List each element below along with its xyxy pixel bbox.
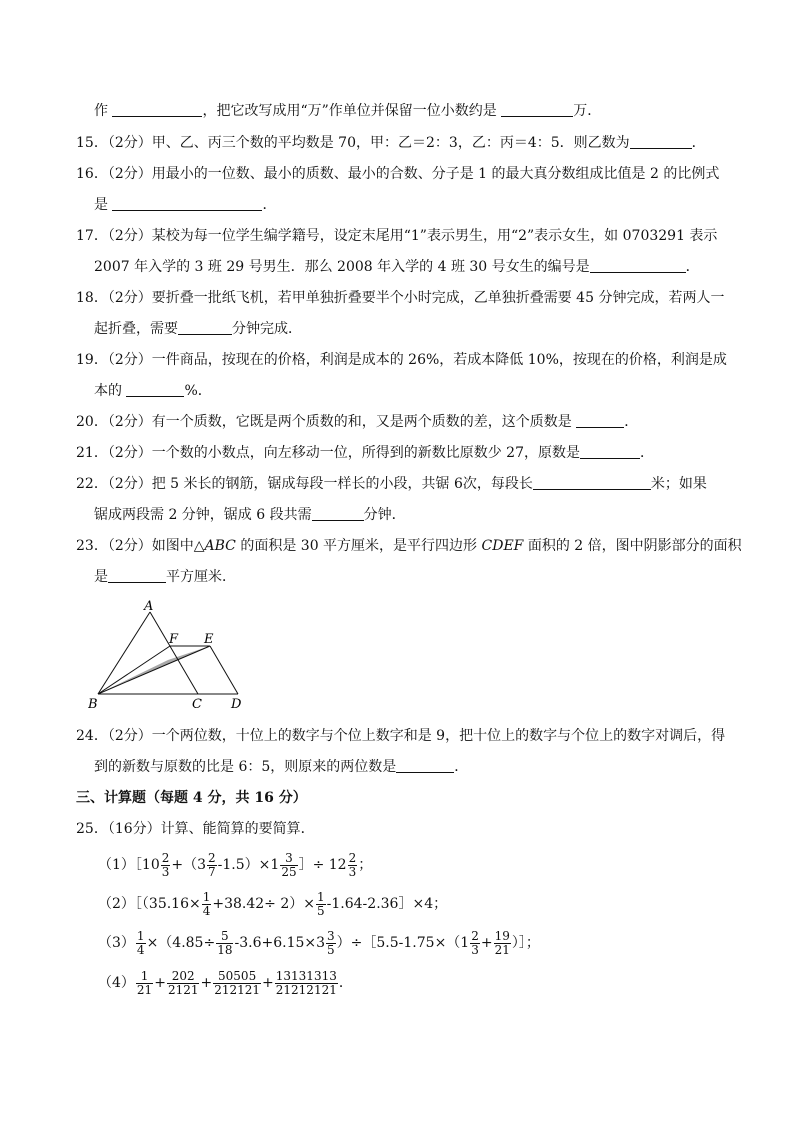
fraction: $\frac{5}{18}$ [217, 928, 233, 957]
fraction: $\frac{3}{5}$ [327, 928, 335, 957]
answer-blank[interactable] [312, 506, 364, 521]
question-23-line2: 是 平方厘米． [94, 569, 236, 585]
fraction: $\frac{3}{25}$ [281, 850, 297, 879]
expression-3: （3） $\frac{1}{4}$ ×（4.85÷ $\frac{5}{18}$ -3.6+6.15×3 $\frac{3}{5}$ ）÷［5.5-1.75×（1 $\frac{2}{3}$ + $\frac{19}{21}$ ）］； [98, 928, 540, 957]
answer-blank[interactable] [112, 102, 202, 117]
segment-be [98, 646, 210, 694]
question-16-line2: 是 ． [94, 197, 277, 213]
question-25: 25．（16分）计算、能简算的要简算． [76, 821, 315, 837]
label-a: A [144, 600, 154, 614]
answer-blank[interactable] [178, 320, 232, 335]
answer-blank[interactable] [580, 444, 640, 459]
question-24: 24．（2分）一个两位数，十位上的数字与个位上数字和是 9，把十位上的数字与个位上的数字对调后，得 [76, 728, 726, 744]
side-ed [210, 646, 238, 694]
question-17: 17．（2分）某校为每一位学生编学籍号，设定末尾用“1”表示男生，用“2”表示女生，如 0703291 表示 [76, 228, 718, 244]
expression-1: （1）［10 $\frac{2}{3}$ +（3 $\frac{2}{7}$ -1.5）×1 $\frac{3}{25}$ ］÷ 12 $\frac{2}{3}$ ； [98, 850, 373, 879]
answer-blank[interactable] [590, 258, 686, 273]
label-b: B [88, 697, 98, 712]
question-22-line2: 锯成两段需 2 分钟，锯成 6 段共需 分钟． [94, 507, 406, 523]
answer-blank[interactable] [112, 196, 262, 211]
fraction: $\frac{1}{21}$ [136, 968, 153, 997]
expression-4: （4） $\frac{1}{21}$ + $\frac{202}{2121}$ + $\frac{50505}{212121}$ + $\frac{13131313}{21212121}$ ． [98, 968, 353, 997]
question-21: 21．（2分）一个数的小数点，向左移动一位，所得到的新数比原数少 27，原数是 ． [76, 445, 654, 461]
triangle-parallelogram-figure [88, 600, 258, 712]
fraction: $\frac{13131313}{21212121}$ [275, 968, 337, 997]
answer-blank[interactable] [533, 475, 651, 490]
answer-blank[interactable] [126, 382, 184, 397]
question-22: 22．（2分）把 5 米长的钢筋，锯成每段一样长的小段，共锯 6次，每段长 米；如果 [76, 476, 707, 492]
question-18: 18．（2分）要折叠一批纸飞机，若甲单独折叠要半个小时完成，乙单独折叠需要 45 分钟完成，若两人一 [76, 290, 725, 306]
question-24-line2: 到的新数与原数的比是 6：5，则原来的两位数是 ． [94, 759, 469, 775]
fraction: $\frac{1}{4}$ [202, 889, 211, 918]
fraction: $\frac{2}{7}$ [208, 850, 216, 879]
fraction: $\frac{19}{21}$ [494, 928, 510, 957]
question-16: 16．（2分）用最小的一位数、最小的质数、最小的合数、分子是 1 的最大真分数组成比值是 2 的比例式 [76, 166, 720, 182]
question-17-line2: 2007 年入学的 3 班 29 号男生．那么 2008 年入学的 4 班 30 号女生的编号是 ． [94, 259, 700, 275]
segment-bf [98, 646, 170, 694]
fraction: $\frac{2}{3}$ [161, 850, 170, 879]
question-19: 19．（2分）一件商品，按现在的价格，利润是成本的 26%，若成本降低 10%，按现在的价格，利润是成 [76, 352, 727, 368]
answer-blank[interactable] [576, 413, 624, 428]
fraction: $\frac{2}{3}$ [348, 850, 357, 879]
question-18-line2: 起折叠，需要 分钟完成． [94, 321, 302, 337]
question-23: 23．（2分）如图中△ABC 的面积是 30 平方厘米，是平行四边形 CDEF 面积的 2 倍，图中阴影部分的面积 [76, 538, 742, 554]
question-15: 15．（2分）甲、乙、丙三个数的平均数是 70，甲：乙＝2：3，乙：丙＝4：5．则乙数为 ． [76, 135, 706, 151]
answer-blank[interactable] [630, 134, 692, 149]
question-19-line2: 本的 %． [94, 383, 212, 399]
section-heading: 三、计算题（每题 4 分，共 16 分） [76, 790, 307, 806]
answer-blank[interactable] [501, 102, 573, 117]
label-e: E [204, 632, 214, 647]
fraction: $\frac{202}{2121}$ [167, 968, 199, 997]
fraction: $\frac{1}{5}$ [317, 889, 325, 918]
answer-blank[interactable] [396, 758, 454, 773]
q14-continuation: 作 ，把它改写成用“万”作单位并保留一位小数约是 万． [94, 103, 602, 119]
label-f: F [169, 632, 179, 647]
expression-2: （2）［（35.16× $\frac{1}{4}$ +38.42÷ 2）× $\frac{1}{5}$ -1.64-2.36］×4； [98, 889, 448, 918]
question-20: 20．（2分）有一个质数，它既是两个质数的和，又是两个质数的差，这个质数是 ． [76, 414, 639, 430]
fraction: $\frac{1}{4}$ [136, 928, 145, 957]
fraction: $\frac{50505}{212121}$ [214, 968, 261, 997]
answer-blank[interactable] [108, 568, 166, 583]
label-c: C [192, 697, 202, 712]
label-d: D [231, 697, 242, 712]
fraction: $\frac{2}{3}$ [471, 928, 479, 957]
